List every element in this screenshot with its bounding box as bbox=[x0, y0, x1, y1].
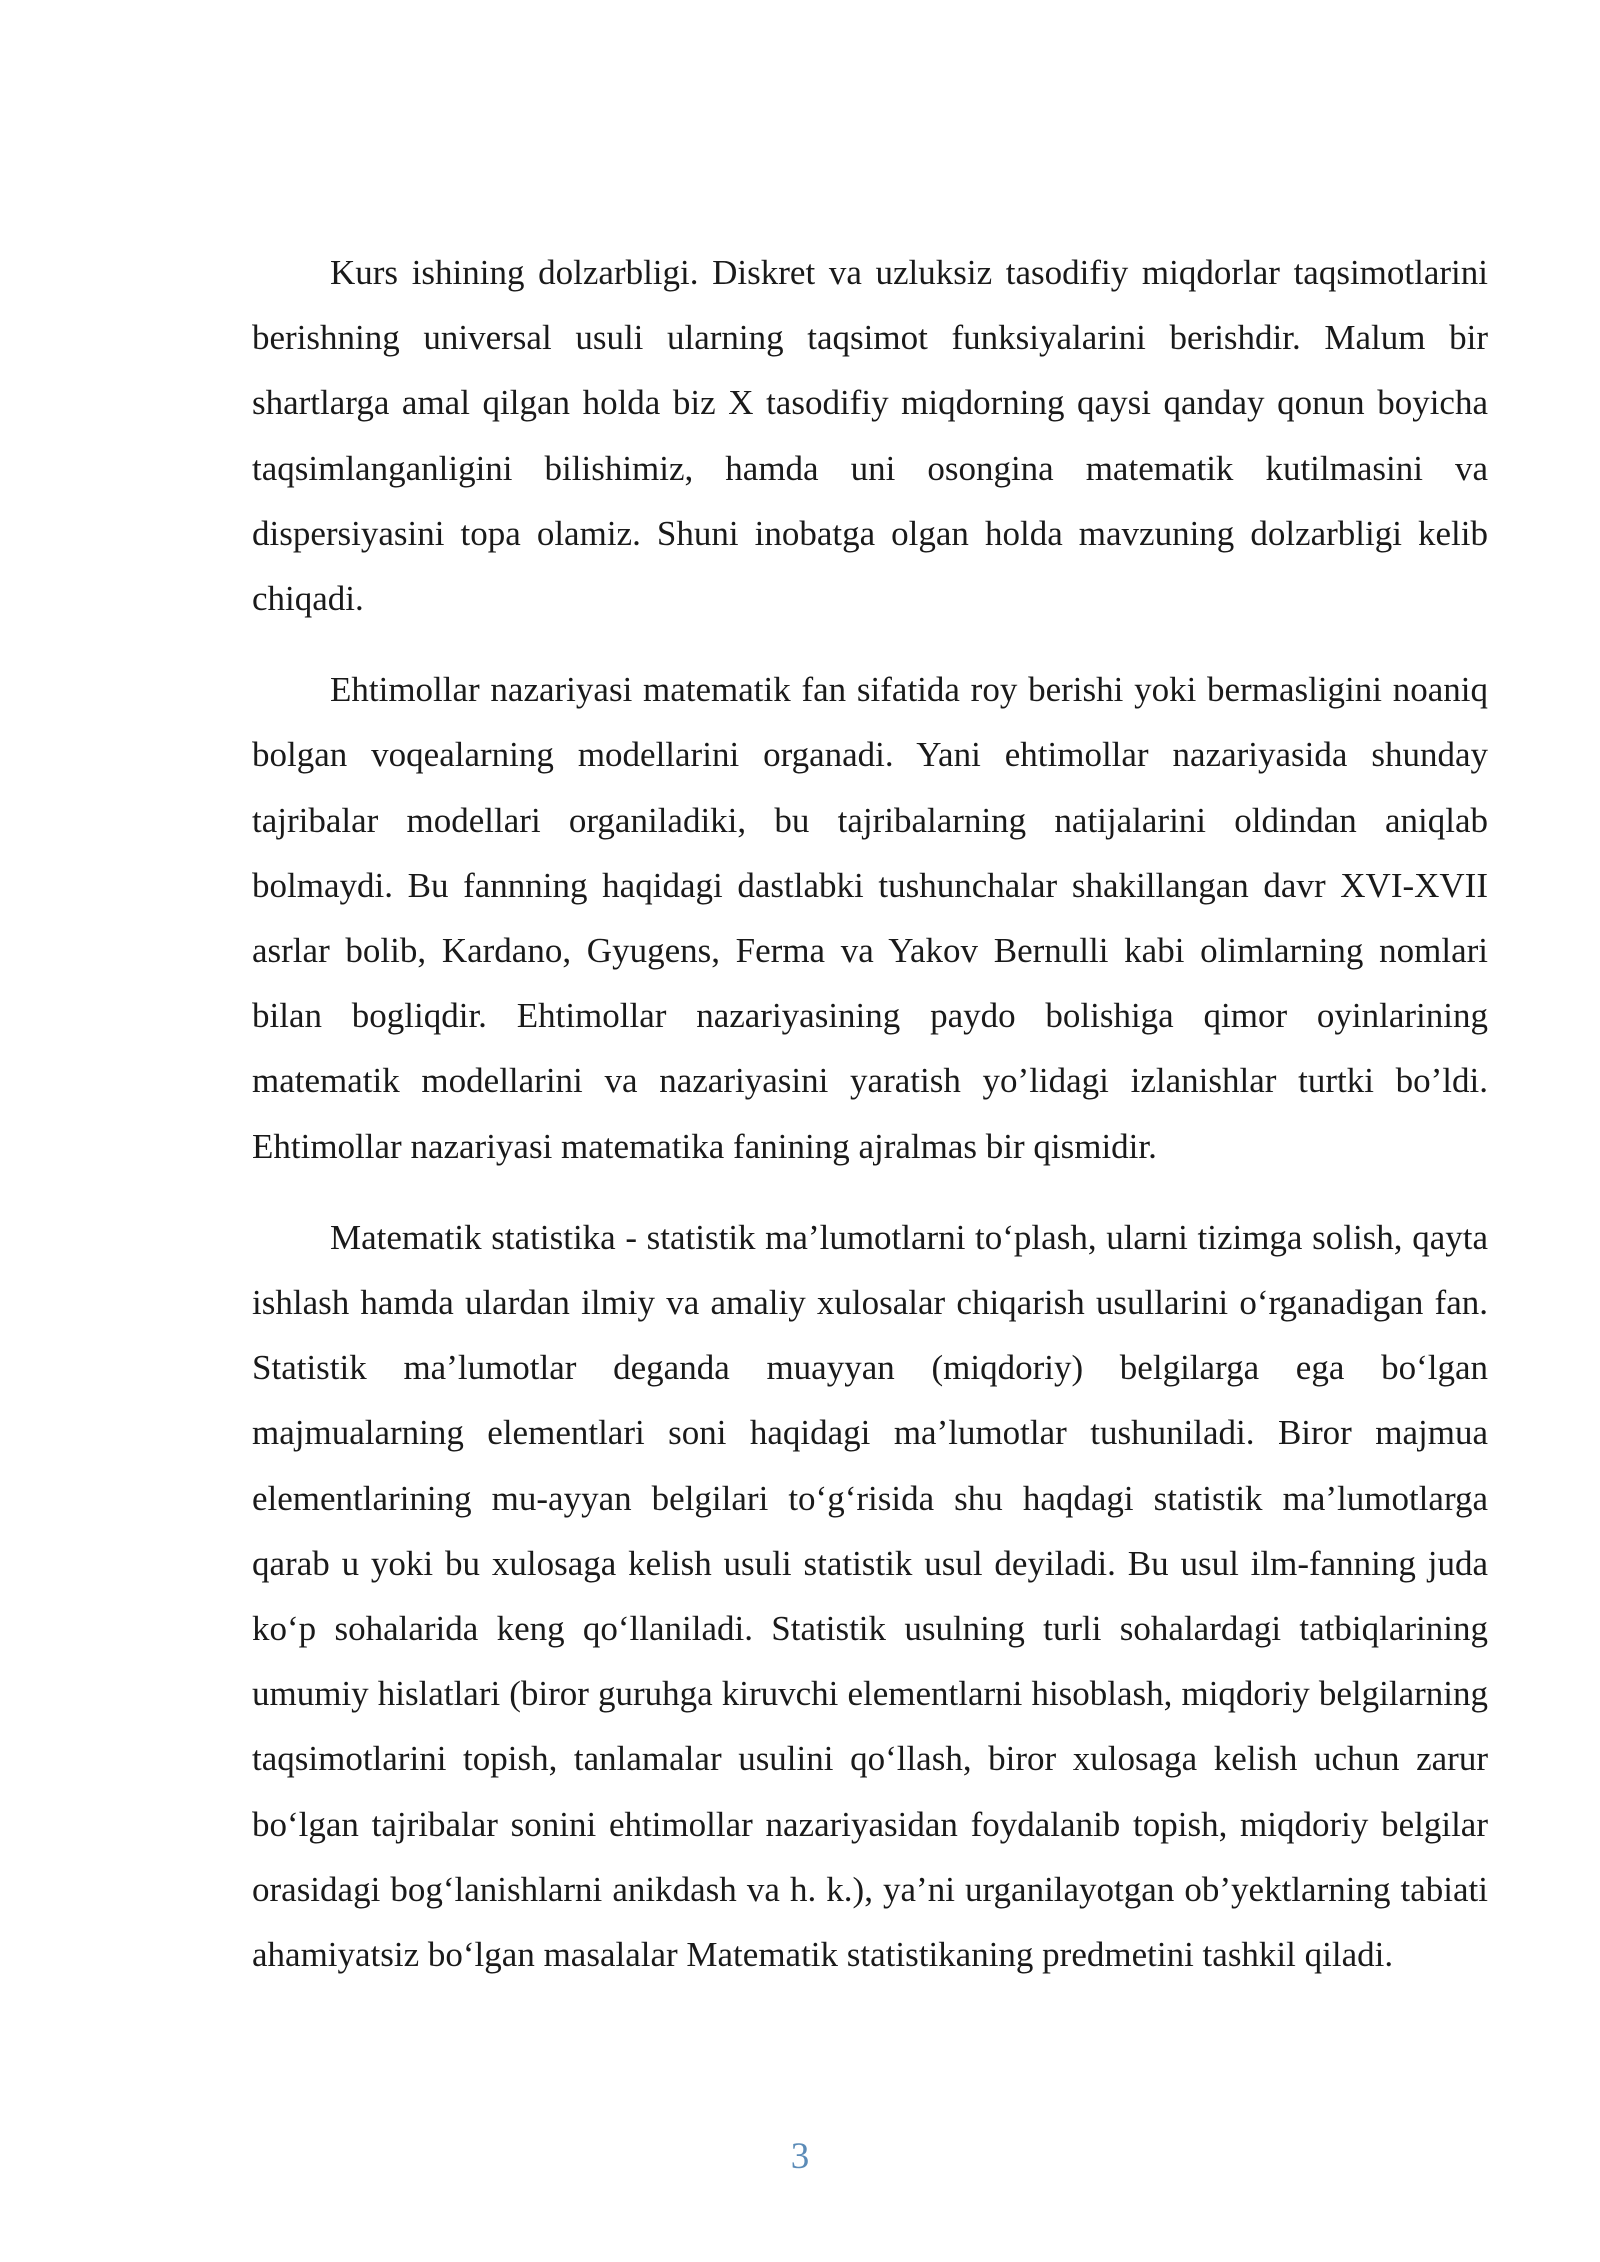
page-number: 3 bbox=[790, 2136, 810, 2177]
paragraph-relevance: Kurs ishining dolzarbligi. Diskret va uzluksiz tasodifiy miqdorlar taqsimotlarini berishning universal usuli ularning taqsimot funksiyalarini berishdir. Malum bir shartlarga amal qilgan holda biz X tasodifiy miqdorning qaysi qanday qonun boyicha taqsimlanganligini bilishimiz, hamda uni osongina matematik kutilmasini va dispersiyasini topa olamiz. Shuni inobatga olgan holda mavzuning dolzarbligi kelib chiqadi. bbox=[252, 253, 1488, 619]
paragraph-probability-theory: Ehtimollar nazariyasi matematik fan sifatida roy berishi yoki bermasligini noaniq bolgan voqealarning modellarini organadi. Yani ehtimollar nazariyasida shunday tajribalar modellari organiladiki, bu tajribalarning natijalarini oldindan aniqlab bolmaydi. Bu fannning haqidagi dastlabki tushunchalar shakillangan davr XVI-XVII asrlar bolib, Kardano, Gyugens, Ferma va Yakov Bernulli kabi olimlarning nomlari bilan bogliqdir. Ehtimollar nazariyasining paydo bolishiga qimor oyinlarining matematik modellarini va nazariyasini yaratish yo’lidagi izlanishlar turtki bo’ldi. Ehtimollar nazariyasi matematika fanining ajralmas bir qismidir. bbox=[252, 670, 1488, 1166]
paragraph-mathematical-statistics: Matematik statistika - statistik ma’lumotlarni to‘plash, ularni tizimga solish, qayta ishlash hamda ulardan ilmiy va amaliy xulosalar chiqarish usullarini o‘rganadigan fan. Statistik ma’lumotlar deganda muayyan (miqdoriy) belgilarga ega bo‘lgan majmualarning elementlari soni haqidagi ma’lumotlar tushuniladi. Biror majmua elementlarining mu-ayyan belgilari to‘g‘risida shu haqdagi statistik ma’lumotlarga qarab u yoki bu xulosaga kelish usuli statistik usul deyiladi. Bu usul ilm-fanning juda ko‘p sohalarida keng qo‘llaniladi. Statistik usulning turli sohalardagi tatbiqlarining umumiy hislatlari (biror guruhga kiruvchi elementlarni hisoblash, miqdoriy belgilarning taqsimotlarini topish, tanlamalar usulini qo‘llash, biror xulosaga kelish uchun zarur bo‘lgan tajribalar sonini ehtimollar nazariyasidan foydalanib topish, miqdoriy belgilar orasidagi bog‘lanishlarni anikdash va h. k.), ya’ni urganilayotgan ob’yektlarning tabiati ahamiyatsiz bo‘lgan masalalar Matematik statistikaning predmetini tashkil qiladi. bbox=[252, 1217, 1488, 1975]
document-body bbox=[252, 240, 1488, 2013]
